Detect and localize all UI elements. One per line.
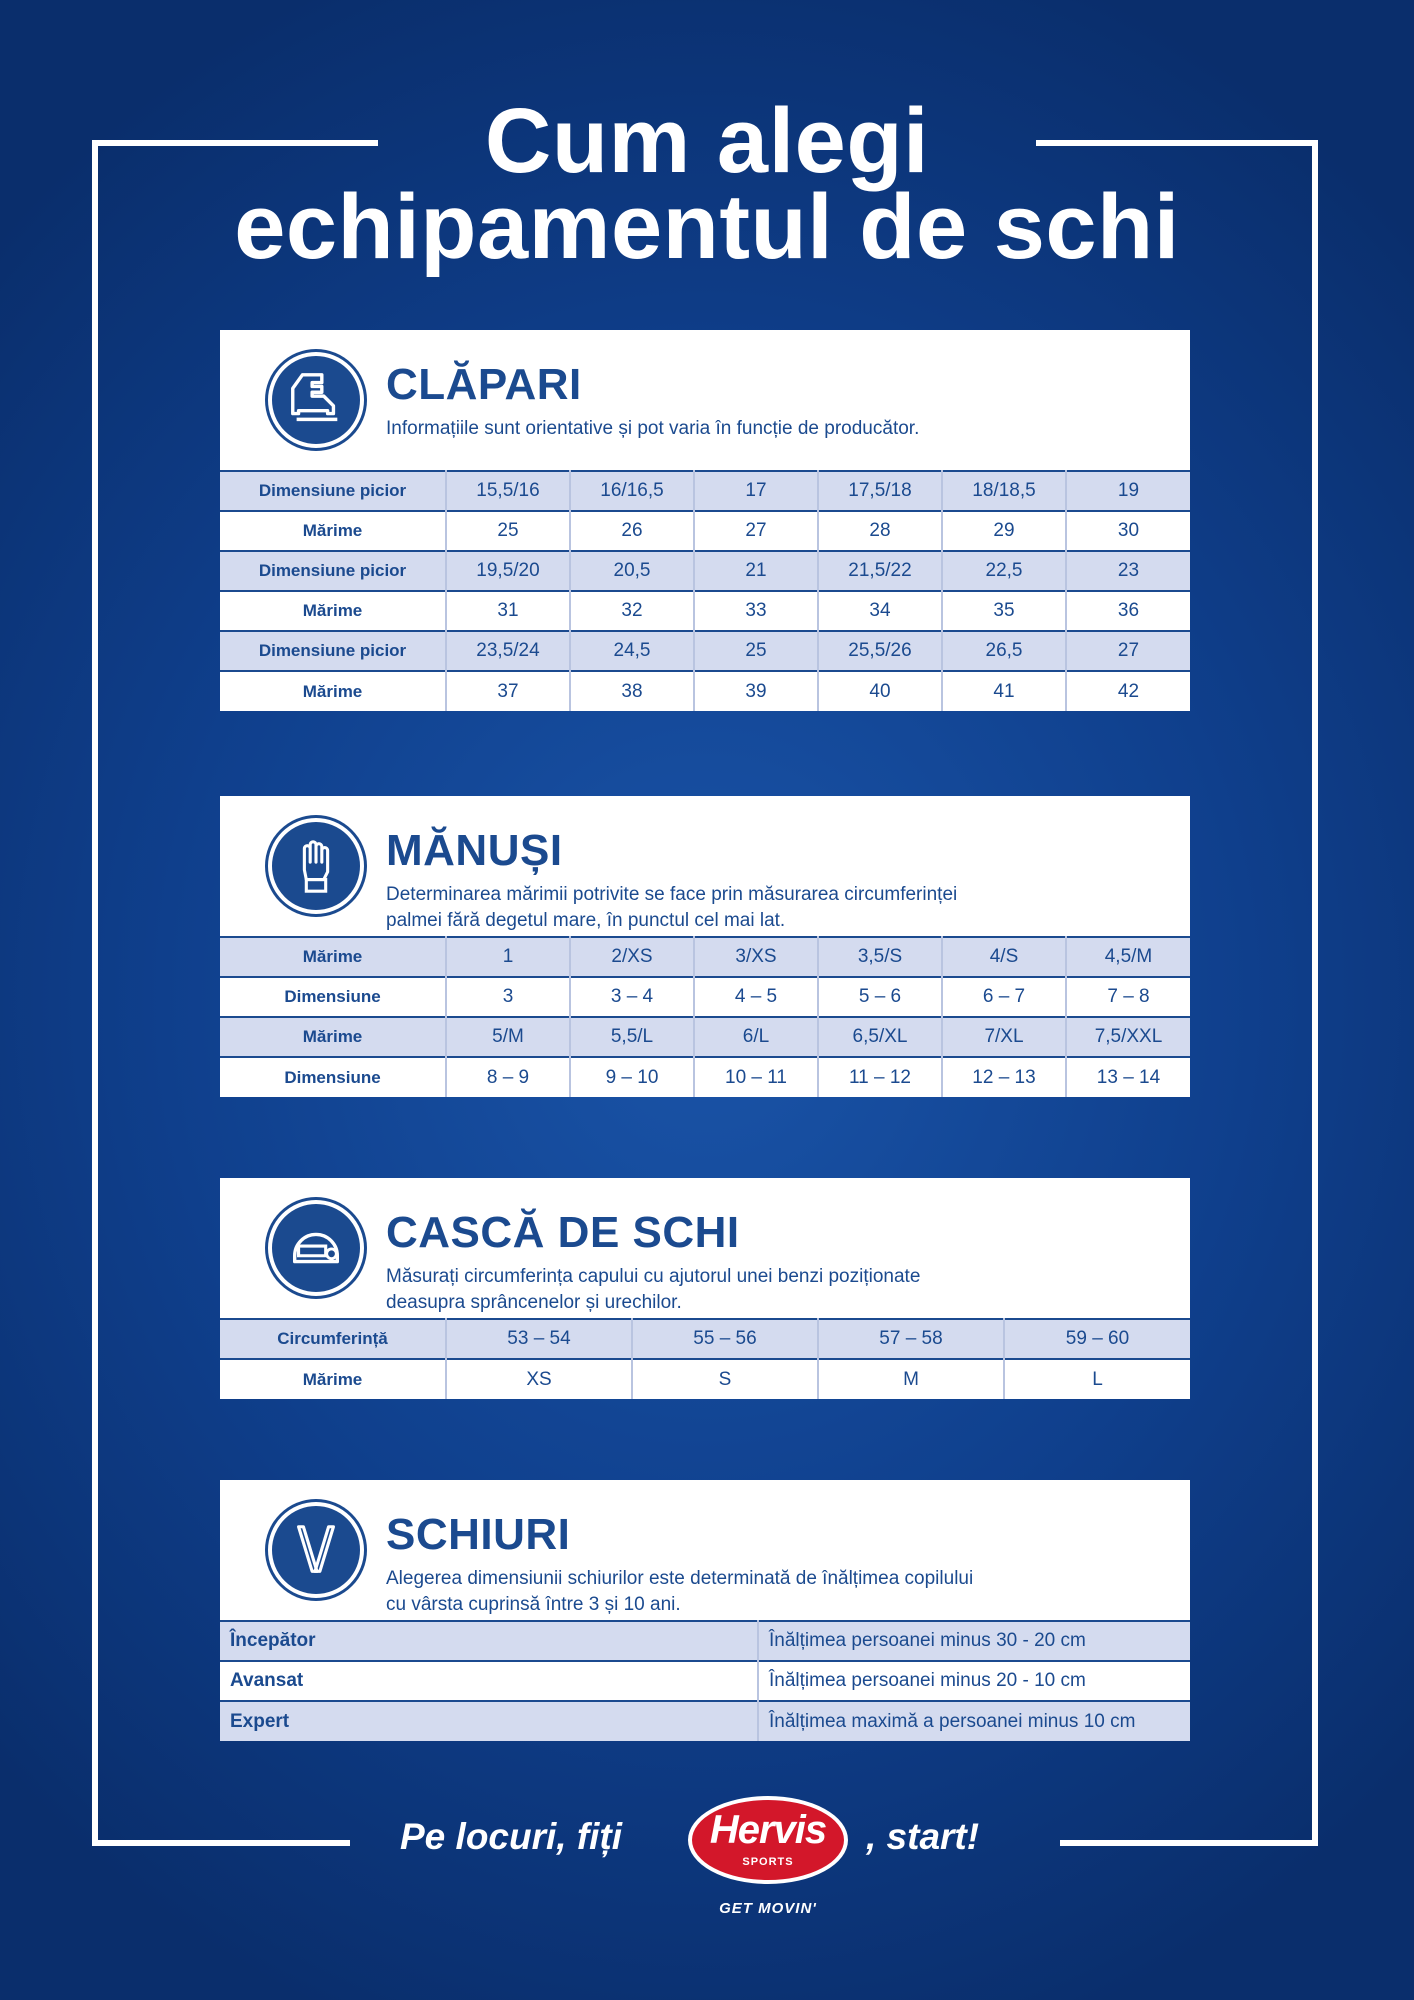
gloves-title: MĂNUȘI (386, 826, 563, 875)
gloves-card (220, 796, 1190, 1097)
table-cell: 2/XS (570, 937, 694, 977)
table-cell: 21 (694, 551, 818, 591)
table-cell: 8 – 9 (446, 1057, 570, 1097)
skis-card (220, 1480, 1190, 1741)
row-label: Mărime (220, 937, 446, 977)
ski-level: Avansat (220, 1661, 758, 1701)
table-cell: XS (446, 1359, 632, 1399)
frame-right (1312, 140, 1318, 1846)
ski-level: Începător (220, 1621, 758, 1661)
table-cell: 5 – 6 (818, 977, 942, 1017)
table-cell: 21,5/22 (818, 551, 942, 591)
slogan-left: Pe locuri, fiți (400, 1816, 623, 1857)
table-cell: 13 – 14 (1066, 1057, 1190, 1097)
table-cell: 40 (818, 671, 942, 711)
table-cell: 19 (1066, 471, 1190, 511)
hervis-logo (688, 1796, 848, 1884)
table-cell: 11 – 12 (818, 1057, 942, 1097)
glove-icon (268, 818, 364, 914)
table-cell: 20,5 (570, 551, 694, 591)
table-cell: 34 (818, 591, 942, 631)
table-row (220, 937, 1190, 977)
row-label: Dimensiune (220, 977, 446, 1017)
table-row (220, 591, 1190, 631)
table-cell: 26,5 (942, 631, 1066, 671)
table-cell: 30 (1066, 511, 1190, 551)
table-cell: 9 – 10 (570, 1057, 694, 1097)
table-row (220, 1621, 1190, 1661)
table-cell: 35 (942, 591, 1066, 631)
table-cell: 19,5/20 (446, 551, 570, 591)
ski-rule: Înălțimea maximă a persoanei minus 10 cm (758, 1701, 1190, 1741)
table-cell: S (632, 1359, 818, 1399)
table-cell: 3,5/S (818, 937, 942, 977)
table-cell: 37 (446, 671, 570, 711)
row-label: Mărime (220, 591, 446, 631)
row-label: Dimensiune (220, 1057, 446, 1097)
boots-description: Informațiile sunt orientative și pot varia în funcție de producător. (386, 418, 920, 439)
tagline: GET MOVIN' (719, 1900, 817, 1917)
gloves-header (220, 796, 1190, 936)
gloves-description-line2: palmei fără degetul mare, în punctul cel mai lat. (386, 910, 786, 931)
table-cell: 17,5/18 (818, 471, 942, 511)
table-cell: 33 (694, 591, 818, 631)
table-row (220, 551, 1190, 591)
table-cell: 25,5/26 (818, 631, 942, 671)
helmet-description (386, 1264, 1166, 1316)
page-title-line2: echipamentul de schi (234, 176, 1180, 278)
helmet-title: CASCĂ DE SCHI (386, 1208, 740, 1257)
table-cell: 25 (694, 631, 818, 671)
table-cell: 7/XL (942, 1017, 1066, 1057)
table-cell: 41 (942, 671, 1066, 711)
table-cell: 6/L (694, 1017, 818, 1057)
skis-description-line2: cu vârsta cuprinsă între 3 și 10 ani. (386, 1594, 681, 1615)
helmet-table (220, 1318, 1190, 1399)
table-cell: 16/16,5 (570, 471, 694, 511)
table-cell: 29 (942, 511, 1066, 551)
table-cell: 23,5/24 (446, 631, 570, 671)
skis-table (220, 1620, 1190, 1741)
table-cell: 4/S (942, 937, 1066, 977)
ski-rule: Înălțimea persoanei minus 20 - 10 cm (758, 1661, 1190, 1701)
page-title-line1: Cum alegi (484, 90, 930, 192)
table-cell: 4,5/M (1066, 937, 1190, 977)
slogan-right: , start! (866, 1816, 980, 1857)
table-row (220, 1661, 1190, 1701)
table-cell: 24,5 (570, 631, 694, 671)
table-cell: 4 – 5 (694, 977, 818, 1017)
logo-sub: SPORTS (742, 1856, 794, 1868)
table-cell: 10 – 11 (694, 1057, 818, 1097)
table-cell: 53 – 54 (446, 1319, 632, 1359)
table-cell: 59 – 60 (1004, 1319, 1190, 1359)
table-cell: 27 (1066, 631, 1190, 671)
table-cell: 38 (570, 671, 694, 711)
table-cell: 42 (1066, 671, 1190, 711)
skis-description-line1: Alegerea dimensiunii schiurilor este determinată de înălțimea copilului (386, 1568, 974, 1589)
table-cell: 6,5/XL (818, 1017, 942, 1057)
boots-card (220, 330, 1190, 711)
table-cell: 15,5/16 (446, 471, 570, 511)
table-cell: 23 (1066, 551, 1190, 591)
table-cell: 22,5 (942, 551, 1066, 591)
table-cell: M (818, 1359, 1004, 1399)
ski-boot-icon (268, 352, 364, 448)
table-row (220, 1057, 1190, 1097)
skis-icon (268, 1502, 364, 1598)
helmet-header (220, 1178, 1190, 1318)
table-cell: 3 (446, 977, 570, 1017)
helmet-card (220, 1178, 1190, 1399)
table-cell: L (1004, 1359, 1190, 1399)
ski-level: Expert (220, 1701, 758, 1741)
table-cell: 39 (694, 671, 818, 711)
row-label: Mărime (220, 1359, 446, 1399)
table-cell: 18/18,5 (942, 471, 1066, 511)
helmet-description-line1: Măsurați circumferința capului cu ajutorul unei benzi poziționate (386, 1266, 921, 1287)
boots-table (220, 470, 1190, 711)
table-cell: 5/M (446, 1017, 570, 1057)
skis-header (220, 1480, 1190, 1620)
table-cell: 32 (570, 591, 694, 631)
frame-left (92, 140, 98, 1846)
skis-title: SCHIURI (386, 1510, 571, 1559)
row-label: Circumferință (220, 1319, 446, 1359)
table-cell: 12 – 13 (942, 1057, 1066, 1097)
helmet-icon (268, 1200, 364, 1296)
gloves-description (386, 882, 1166, 934)
row-label: Dimensiune picior (220, 551, 446, 591)
table-cell: 3 – 4 (570, 977, 694, 1017)
table-row (220, 1017, 1190, 1057)
table-cell: 31 (446, 591, 570, 631)
table-row (220, 977, 1190, 1017)
skis-description (386, 1566, 1166, 1618)
table-cell: 3/XS (694, 937, 818, 977)
table-cell: 7 – 8 (1066, 977, 1190, 1017)
page-title (0, 90, 1414, 278)
table-cell: 6 – 7 (942, 977, 1066, 1017)
table-row (220, 511, 1190, 551)
table-cell: 28 (818, 511, 942, 551)
table-row (220, 671, 1190, 711)
table-row (220, 631, 1190, 671)
gloves-description-line1: Determinarea mărimii potrivite se face prin măsurarea circumferinței (386, 884, 958, 905)
table-row (220, 1319, 1190, 1359)
table-cell: 7,5/XXL (1066, 1017, 1190, 1057)
row-label: Mărime (220, 511, 446, 551)
table-cell: 57 – 58 (818, 1319, 1004, 1359)
table-cell: 25 (446, 511, 570, 551)
boots-title: CLĂPARI (386, 360, 582, 409)
table-cell: 1 (446, 937, 570, 977)
boots-header (220, 330, 1190, 470)
table-row (220, 471, 1190, 511)
table-cell: 55 – 56 (632, 1319, 818, 1359)
gloves-table (220, 936, 1190, 1097)
table-cell: 27 (694, 511, 818, 551)
table-cell: 26 (570, 511, 694, 551)
ski-rule: Înălțimea persoanei minus 30 - 20 cm (758, 1621, 1190, 1661)
table-cell: 36 (1066, 591, 1190, 631)
table-row (220, 1359, 1190, 1399)
table-row (220, 1701, 1190, 1741)
row-label: Mărime (220, 1017, 446, 1057)
table-cell: 5,5/L (570, 1017, 694, 1057)
helmet-description-line2: deasupra sprâncenelor și urechilor. (386, 1292, 682, 1313)
row-label: Dimensiune picior (220, 471, 446, 511)
row-label: Mărime (220, 671, 446, 711)
table-cell: 17 (694, 471, 818, 511)
row-label: Dimensiune picior (220, 631, 446, 671)
logo-brand: Hervis (709, 1808, 827, 1852)
